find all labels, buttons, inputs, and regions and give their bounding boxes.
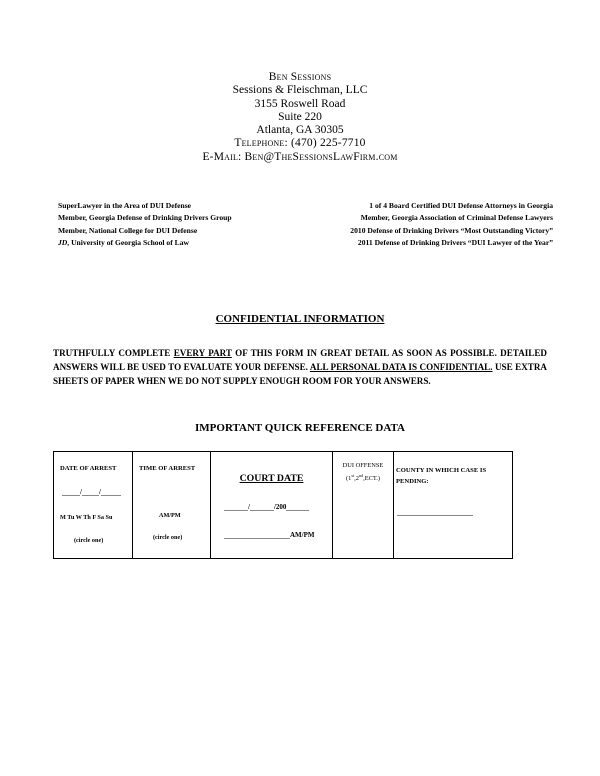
dui-first: (1: [345, 474, 352, 482]
court-date-cell: [211, 452, 333, 558]
court-date-field[interactable]: / /200: [224, 503, 309, 511]
jd-school: , University of Georgia School of Law: [67, 238, 189, 248]
credentials-right: [350, 200, 553, 250]
telephone: Telephone: (470) 225-7710: [234, 137, 366, 150]
firm-name: Sessions & Fleischman, LLC: [232, 84, 368, 97]
instructions: [53, 346, 547, 388]
time-of-arrest-label: TIME OF ARREST: [139, 465, 196, 472]
instructions-text: TRUTHFULLY COMPLETE: [53, 348, 174, 358]
credential-item: Member, National College for DUI Defense: [58, 225, 198, 235]
court-year-label: /200: [273, 503, 287, 511]
dui-offense-cell: [333, 452, 394, 558]
instructions-confidential: ALL PERSONAL DATA IS CONFIDENTIAL.: [309, 362, 493, 372]
circle-one-note: (circle one): [74, 537, 104, 544]
suite: Suite 220: [278, 110, 322, 123]
county-label-line2: PENDING:: [396, 478, 429, 485]
letterhead: [0, 71, 600, 164]
county-field[interactable]: [397, 508, 473, 516]
court-date-label: COURT DATE: [239, 473, 304, 484]
court-ampm-label: AM/PM: [290, 531, 315, 539]
reference-title: IMPORTANT QUICK REFERENCE DATA: [195, 422, 405, 434]
attorney-name: Ben Sessions: [268, 71, 332, 83]
county-cell: [394, 452, 512, 558]
dui-first-suffix: st: [351, 472, 355, 478]
time-of-arrest-cell: [133, 452, 211, 558]
weekday-options[interactable]: M Tu W Th F Sa Su: [60, 514, 113, 521]
dui-offense-label: [333, 461, 393, 483]
county-label-line1: COUNTY IN WHICH CASE IS: [396, 467, 487, 474]
circle-one-note: (circle one): [153, 534, 183, 541]
jd-label: JD: [58, 238, 68, 248]
email: E-Mail: Ben@TheSessionsLawFirm.com: [202, 150, 398, 163]
instructions-emphasis: EVERY PART: [173, 348, 232, 358]
credential-item: Member, Georgia Defense of Drinking Drivers Group: [58, 213, 232, 223]
instructions-text: OF THIS FORM IN GREAT DETAIL AS SOON AS POSSIBLE. DETAILED ANSWERS WILL BE USED TO EVALUATE YOUR DEFENSE.: [53, 348, 548, 372]
date-of-arrest-label: DATE OF ARREST: [60, 465, 117, 472]
date-of-arrest-cell: [54, 452, 133, 558]
credentials-left: [58, 200, 232, 250]
arrest-ampm[interactable]: AM/PM: [159, 512, 181, 519]
date-of-arrest-field[interactable]: / /: [62, 488, 121, 496]
street-address: 3155 Roswell Road: [254, 97, 346, 110]
dui-etc: ,ECT.): [363, 474, 381, 482]
credential-item: 2011 Defense of Drinking Drivers “DUI Lawyer of the Year”: [357, 238, 553, 248]
court-time-field[interactable]: [224, 531, 315, 539]
credential-item: 2010 Defense of Drinking Drivers “Most Outstanding Victory”: [350, 225, 553, 235]
credential-item: 1 of 4 Board Certified DUI Defense Attorneys in Georgia: [369, 201, 553, 210]
city-state-zip: Atlanta, GA 30305: [256, 124, 344, 137]
dui-offense-title: DUI OFFENSE: [342, 462, 384, 469]
dui-offense-options: [333, 471, 393, 484]
dui-second: ,2: [354, 474, 359, 482]
confidential-title: CONFIDENTIAL INFORMATION: [215, 313, 385, 325]
credential-item: SuperLawyer in the Area of DUI Defense: [58, 201, 192, 210]
instructions-text: USE EXTRA SHEETS OF PAPER WHEN WE DO NOT SUPPLY ENOUGH ROOM FOR YOUR ANSWERS.: [53, 362, 547, 386]
county-label: [396, 465, 486, 487]
quick-reference-table: [53, 451, 513, 559]
credential-item: [58, 237, 232, 249]
credential-item: Member, Georgia Association of Criminal Defense Lawyers: [360, 213, 553, 223]
dui-second-suffix: nd: [358, 472, 364, 478]
